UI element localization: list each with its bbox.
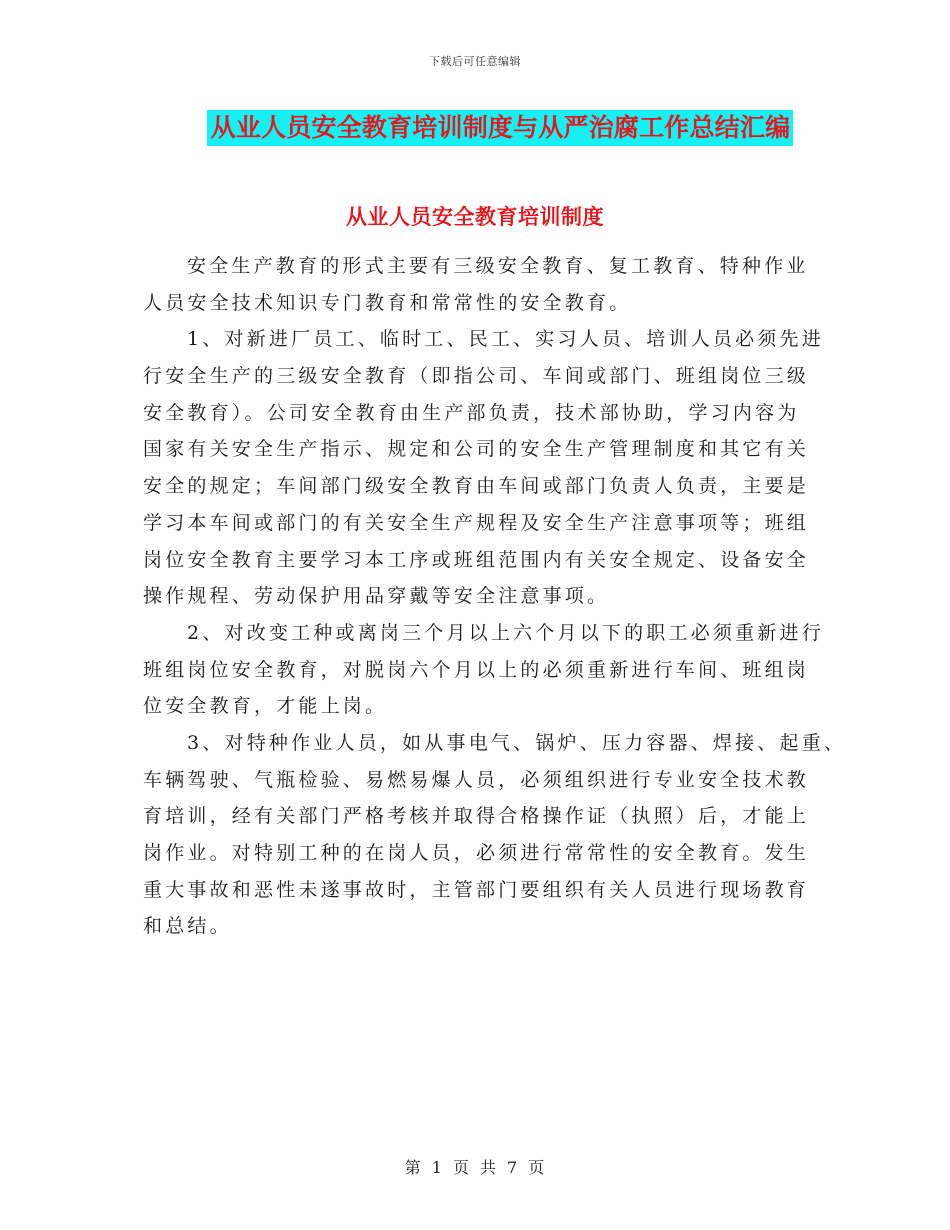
doc-title-wrapper — [0, 110, 950, 146]
paragraph-line: 安全的规定；车间部门级安全教育由车间或部门负责人负责，主要是 — [143, 475, 810, 498]
paragraph-line: 和总结。 — [143, 915, 232, 938]
current-page-number: 1 — [431, 1158, 443, 1177]
footer-prefix: 第 — [404, 1158, 422, 1177]
paragraph-line: 1、对新进厂员工、临时工、民工、实习人员、培训人员必须先进 — [187, 328, 824, 351]
footer-page-word: 页 — [452, 1158, 470, 1177]
paragraph-line: 安全教育）。公司安全教育由生产部负责，技术部协助，学习内容为 — [143, 401, 800, 424]
total-pages-number: 7 — [507, 1158, 519, 1177]
footer-total-word: 共 — [480, 1158, 498, 1177]
paragraph-line: 重大事故和恶性未遂事故时，主管部门要组织有关人员进行现场教育 — [143, 878, 810, 901]
body-text — [143, 248, 847, 945]
paragraph-line: 操作规程、劳动保护用品穿戴等安全注意事项。 — [143, 585, 610, 608]
paragraph-line: 3、对特种作业人员，如从事电气、锅炉、压力容器、焊接、起重、 — [187, 731, 847, 754]
paragraph-line: 位安全教育，才能上岗。 — [143, 695, 388, 718]
paragraph-line: 安全生产教育的形式主要有三级安全教育、复工教育、特种作业 — [187, 255, 809, 277]
document-title: 从业人员安全教育培训制度与从严治腐工作总结汇编 — [207, 110, 794, 146]
paragraph-line: 班组岗位安全教育，对脱岗六个月以上的必须重新进行车间、班组岗 — [143, 658, 810, 681]
paragraph-line: 岗作业。对特别工种的在岗人员，必须进行常常性的安全教育。发生 — [143, 842, 810, 864]
paragraph-line: 岗位安全教育主要学习本工序或班组范围内有关安全规定、设备安全 — [143, 548, 810, 571]
paragraph-line: 育培训，经有关部门严格考核并取得合格操作证（执照）后，才能上 — [143, 805, 810, 828]
header-note: 下载后可任意编辑 — [429, 55, 521, 68]
paragraph-line: 人员安全技术知识专门教育和常常性的安全教育。 — [143, 291, 632, 314]
paragraph-line: 车辆驾驶、气瓶检验、易燃易爆人员，必须组织进行专业安全技术教 — [143, 768, 810, 791]
page-footer — [0, 1155, 950, 1178]
paragraph-line: 国家有关安全生产指示、规定和公司的安全生产管理制度和其它有关 — [143, 438, 810, 461]
paragraph-line: 学习本车间或部门的有关安全生产规程及安全生产注意事项等；班组 — [143, 511, 810, 534]
footer-suffix: 页 — [528, 1158, 546, 1177]
paragraph-line: 2、对改变工种或离岗三个月以上六个月以下的职工必须重新进行 — [187, 621, 824, 644]
section-title: 从业人员安全教育培训制度 — [346, 205, 604, 229]
paragraph-line: 行安全生产的三级安全教育（即指公司、车间或部门、班组岗位三级 — [143, 365, 810, 388]
